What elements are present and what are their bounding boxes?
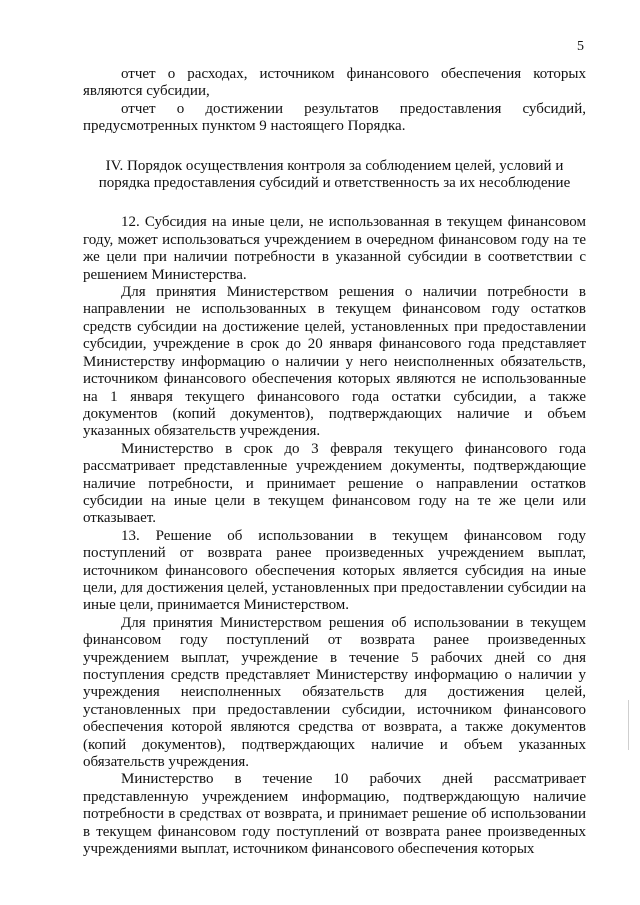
paragraph-expense-report: отчет о расходах, источником финансового обеспечения которых являются субсидии, — [83, 66, 586, 100]
paragraph-ministry-review: Министерство в срок до 3 февраля текущего финансового года рассматривает представленные учреждением документы, подтверждающие наличие потребности, и принимает решение о направлении остатков субсидии на иные цели в текущем финансовом году на те же цели или отказывает. — [83, 440, 586, 527]
paragraph-clause-12: 12. Субсидия на иные цели, не использованная в текущем финансовом году, может использоваться учреждением в очередном финансовом году на те же цели при наличии потребности в указанной субсидии в соответствии с решением Министерства. — [83, 214, 586, 283]
document-body — [83, 66, 586, 858]
paragraph-refund-request: Для принятия Министерством решения об использовании в текущем финансовом году поступлений от возврата ранее произведенных учреждением выплат, учреждение в течение 5 рабочих дней со дня поступления средств представляет Министерству информацию о наличии у учреждения неисполненных обязательств для достижения целей, установленных при предоставлении субсидии, источником финансового обеспечения которой являются средства от возврата, а также документов (копий документов), подтверждающих наличие и объем указанных обязательств учреждения. — [83, 614, 586, 771]
paragraph-refund-review: Министерство в течение 10 рабочих дней рассматривает представленную учреждением информацию, подтверждающую наличие потребности в средствах от возврата, и принимает решение об использовании в текущем финансовом году поступлений от возврата ранее произведенных учреждениями выплат, источником финансового обеспечения которых — [83, 771, 586, 858]
page-number: 5 — [577, 39, 584, 54]
paragraph-clause-13: 13. Решение об использовании в текущем финансовом году поступлений от возврата ранее произведенных учреждением выплат, источником финансового обеспечения которых является субсидия на иные цели, для достижения целей, установленных при предоставлении субсидии на иные цели, принимается Министерством. — [83, 527, 586, 614]
section-heading-iv: IV. Порядок осуществления контроля за соблюдением целей, условий и порядка предоставления субсидий и ответственность за их несоблюдение — [98, 157, 571, 192]
scan-edge-mark — [628, 700, 629, 750]
paragraph-decision-request: Для принятия Министерством решения о наличии потребности в направлении не использованных в текущем финансовом году остатков средств субсидии на достижение целей, установленных при предоставлении субсидии, учреждение в срок до 20 января финансового года представляет Министерству информацию о наличии у него неисполненных обязательств, источником финансового обеспечения которых являются не использованные на 1 января текущего финансового года остатки субсидии, а также документов (копий документов), подтверждающих наличие и объем указанных обязательств учреждения. — [83, 284, 586, 440]
paragraph-results-report: отчет о достижении результатов предоставления субсидий, предусмотренных пунктом 9 настоящего Порядка. — [83, 100, 586, 135]
